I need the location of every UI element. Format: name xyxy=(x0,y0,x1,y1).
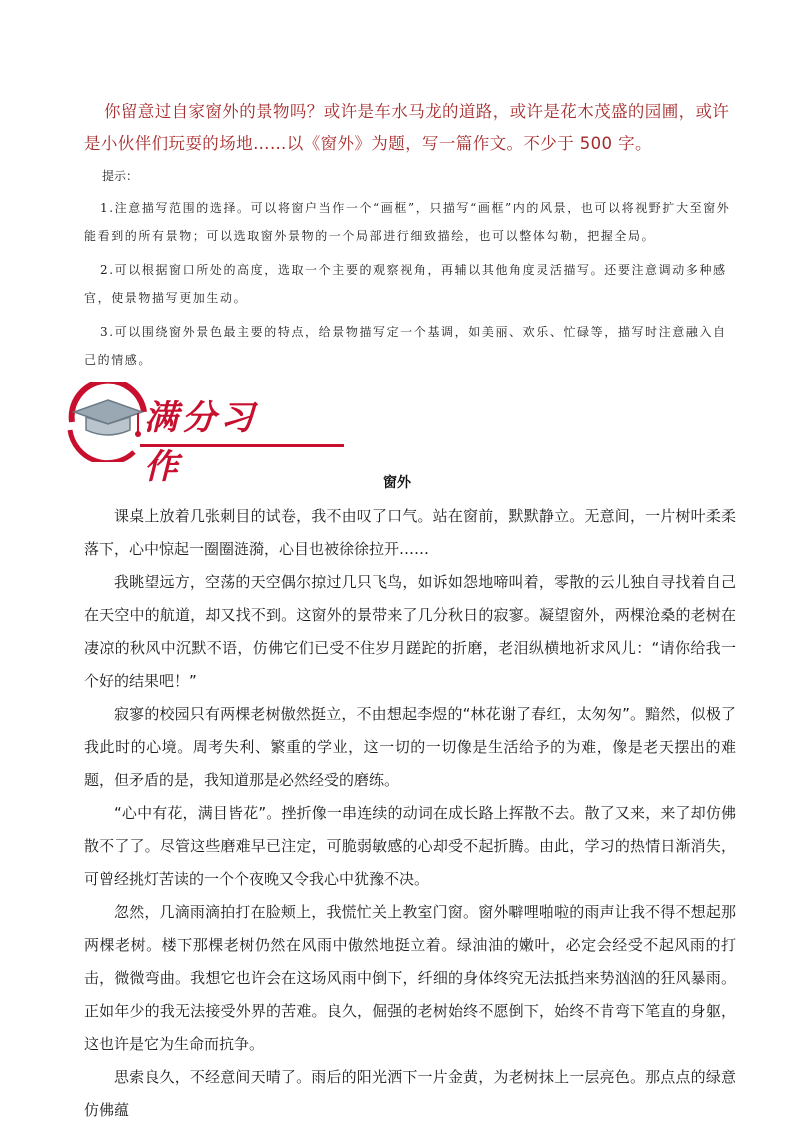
essay-paragraph: “心中有花，满目皆花”。挫折像一串连续的动词在成长路上挥散不去。散了又来，来了却仿佛散不了了。尽管这些磨难早已注定，可脆弱敏感的心却受不起折腾。由此，学习的热情日渐消失，可曾经挑灯苦读的一个个夜晚又令我心中犹豫不决。 xyxy=(84,804,736,888)
essay-paragraph: 我眺望远方，空荡的天空偶尔掠过几只飞鸟，如诉如怨地啼叫着，零散的云儿独自寻找着自己在天空中的航道，却又找不到。这窗外的景带来了几分秋日的寂寥。凝望窗外，两棵沧桑的老树在凄凉的秋风中沉默不语，仿佛它们已受不住岁月蹉跎的折磨，老泪纵横地祈求风儿：“请你给我一个好的结果吧！” xyxy=(84,573,736,690)
banner-underline xyxy=(140,444,344,447)
tips-title: 提示： xyxy=(102,169,139,183)
graduation-cap-icon xyxy=(64,382,154,462)
tip-item-1: 1.注意描写范围的选择。可以将窗户当作一个“画框”，只描写“画框”内的风景，也可以将视野扩大至窗外能看到的所有景物；可以选取窗外景物的一个局部进行细致描绘，也可以整体勾勒，把握全局。 xyxy=(84,201,731,243)
essay-paragraph: 思索良久，不经意间天晴了。雨后的阳光洒下一片金黄，为老树抹上一层亮色。那点点的绿意仿佛蕴 xyxy=(84,1068,736,1119)
essay-title: 窗外 xyxy=(383,475,411,491)
essay-paragraph: 寂寥的校园只有两棵老树傲然挺立，不由想起李煜的“林花谢了春红，太匆匆”。黯然，似极了我此时的心境。周考失利、繁重的学业，这一切的一切像是生活给予的为难，像是老天摆出的难题，但矛盾的是，我知道那是必然经受的磨练。 xyxy=(84,705,736,789)
writing-prompt xyxy=(84,96,734,160)
tips-section xyxy=(84,164,734,374)
section-banner xyxy=(64,382,294,487)
banner-title: 满分习作 xyxy=(144,398,258,487)
tip-item-3: 3.可以围绕窗外景色最主要的特点，给景物描写定一个基调，如美丽、欢乐、忙碌等，描写时注意融入自己的情感。 xyxy=(84,325,727,367)
essay-body xyxy=(84,500,736,1127)
essay-paragraph: 课桌上放着几张刺目的试卷，我不由叹了口气。站在窗前，默默静立。无意间，一片树叶柔柔落下，心中惊起一圈圈涟漪，心目也被徐徐拉开…… xyxy=(84,507,736,558)
tip-item-2: 2.可以根据窗口所处的高度，选取一个主要的观察视角，再辅以其他角度灵活描写。还要注意调动多种感官，使景物描写更加生动。 xyxy=(84,263,727,305)
prompt-text: 你留意过自家窗外的景物吗？或许是车水马龙的道路，或许是花木茂盛的园圃，或许是小伙伴们玩耍的场地……以《窗外》为题，写一篇作文。不少于 500 字。 xyxy=(84,102,730,153)
essay-paragraph: 忽然，几滴雨滴拍打在脸颊上，我慌忙关上教室门窗。窗外噼哩啪啦的雨声让我不得不想起那两棵老树。楼下那棵老树仍然在风雨中傲然地挺立着。绿油油的嫩叶，必定会经受不起风雨的打击，微微弯曲。我想它也许会在这场风雨中倒下，纤细的身体终究无法抵挡来势汹汹的狂风暴雨。正如年少的我无法接受外界的苦难。良久，倔强的老树始终不愿倒下，始终不肯弯下笔直的身躯，这也许是它为生命而抗争。 xyxy=(84,903,736,1053)
